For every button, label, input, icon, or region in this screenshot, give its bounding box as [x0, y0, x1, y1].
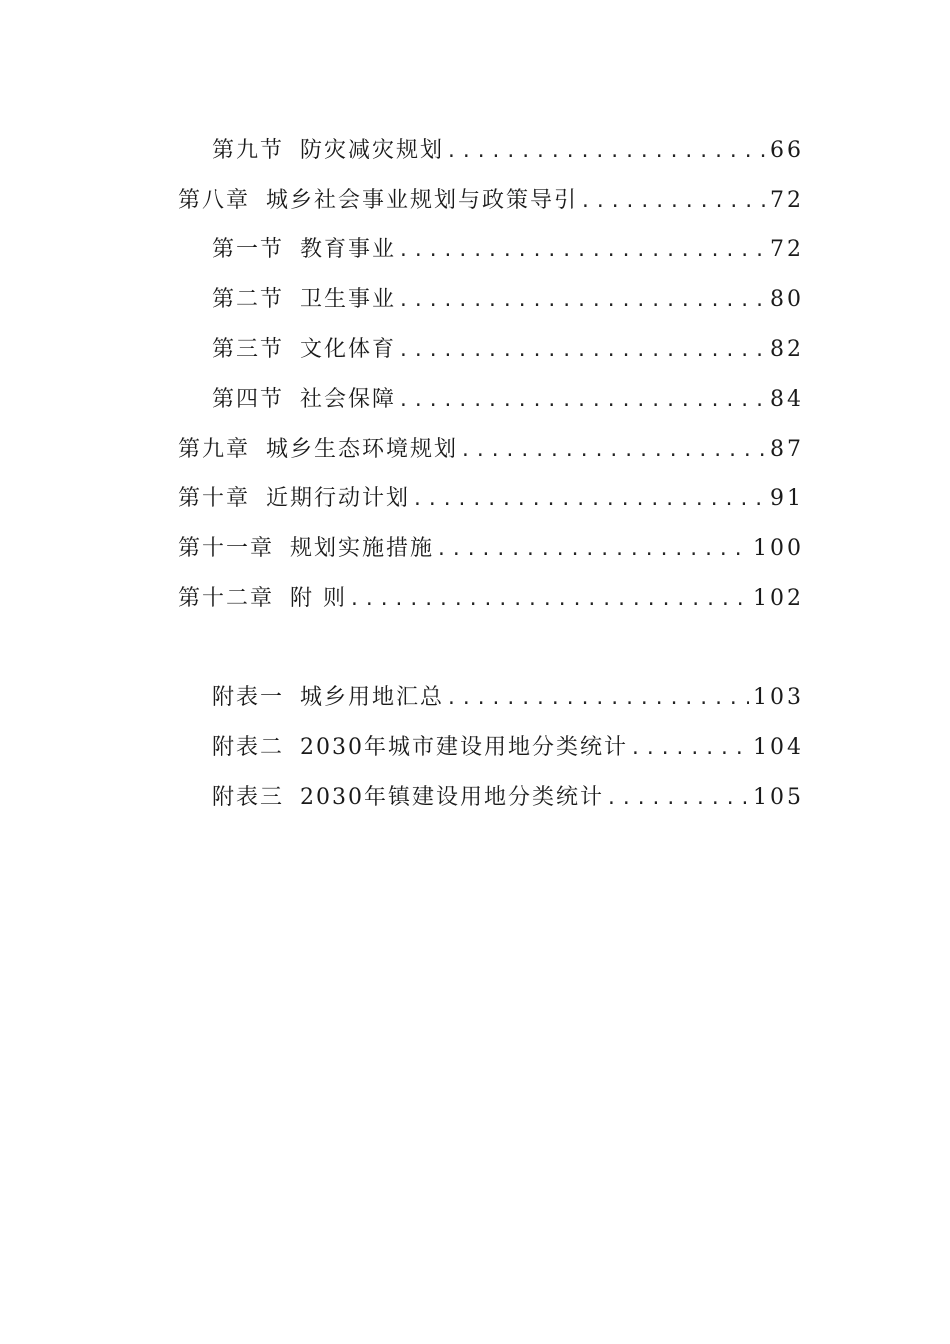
toc-entry-section[interactable] [212, 233, 804, 267]
toc-entry-title: 附 则 [290, 586, 348, 611]
toc-dot-leader [606, 782, 749, 816]
toc-dot-leader [630, 732, 749, 766]
toc-entry-title: 教育事业 [300, 237, 397, 262]
toc-entry-chapter[interactable] [178, 433, 804, 467]
toc-entry-title: 2030年镇建设用地分类统计 [300, 785, 605, 810]
toc-entry-section[interactable] [212, 134, 804, 168]
toc-entry-section[interactable] [212, 383, 804, 417]
toc-entry-title: 防灾减灾规划 [300, 138, 445, 163]
toc-entry-title: 文化体育 [300, 337, 397, 362]
toc-entry-label: 第十一章 [178, 536, 275, 561]
toc-entry-title: 城乡用地汇总 [300, 685, 445, 710]
toc-entry-appendix[interactable] [212, 681, 804, 715]
toc-entry-title: 规划实施措施 [290, 536, 435, 561]
toc-page-number: 66 [770, 138, 804, 163]
toc-page-number: 103 [753, 685, 804, 710]
toc-dot-leader [580, 185, 766, 219]
toc-page-number: 104 [753, 735, 804, 760]
toc-dot-leader [436, 533, 749, 567]
toc-entry-section[interactable] [212, 333, 804, 367]
toc-entry-label: 第九节 [212, 138, 285, 163]
toc-entry-appendix[interactable] [212, 731, 804, 765]
toc-entry-label: 附表二 [212, 735, 285, 760]
toc-page-number: 72 [770, 237, 804, 262]
toc-page-number: 91 [770, 486, 804, 511]
toc-page-number: 102 [753, 586, 804, 611]
toc-dot-leader [398, 384, 766, 418]
toc-page-number: 80 [770, 287, 804, 312]
toc-dot-leader [398, 234, 766, 268]
toc-entry-label: 第十章 [178, 486, 251, 511]
toc-entry-chapter[interactable] [178, 532, 804, 566]
toc-entry-title: 卫生事业 [300, 287, 397, 312]
toc-entry-appendix[interactable] [212, 781, 804, 815]
toc-dot-leader [446, 135, 766, 169]
toc-entry-label: 附表一 [212, 685, 285, 710]
toc-page-number: 105 [753, 785, 804, 810]
toc-entry-title: 城乡生态环境规划 [266, 437, 459, 462]
toc-entry-chapter[interactable] [178, 184, 804, 218]
toc-entry-label: 第四节 [212, 387, 285, 412]
toc-page-number: 84 [770, 387, 804, 412]
toc-dot-leader [398, 284, 766, 318]
toc-dot-leader [398, 334, 766, 368]
toc-entry-title: 城乡社会事业规划与政策导引 [266, 188, 579, 213]
toc-entry-label: 第三节 [212, 337, 285, 362]
toc-dot-leader [460, 434, 766, 468]
toc-entry-title: 近期行动计划 [266, 486, 411, 511]
toc-entry-title: 2030年城市建设用地分类统计 [300, 735, 629, 760]
toc-entry-label: 第十二章 [178, 586, 275, 611]
toc-page-number: 72 [770, 188, 804, 213]
toc-dot-leader [446, 682, 749, 716]
toc-page-number: 100 [753, 536, 804, 561]
toc-entry-label: 第一节 [212, 237, 285, 262]
toc-page-number: 87 [770, 437, 804, 462]
toc-entry-label: 附表三 [212, 785, 285, 810]
toc-page-number: 82 [770, 337, 804, 362]
toc-entry-label: 第八章 [178, 188, 251, 213]
toc-entry-label: 第九章 [178, 437, 251, 462]
toc-entry-chapter[interactable] [178, 582, 804, 616]
toc-entry-chapter[interactable] [178, 482, 804, 516]
toc-dot-leader [349, 583, 749, 617]
toc-entry-section[interactable] [212, 283, 804, 317]
toc-entry-label: 第二节 [212, 287, 285, 312]
toc-dot-leader [412, 483, 766, 517]
toc-entry-title: 社会保障 [300, 387, 397, 412]
